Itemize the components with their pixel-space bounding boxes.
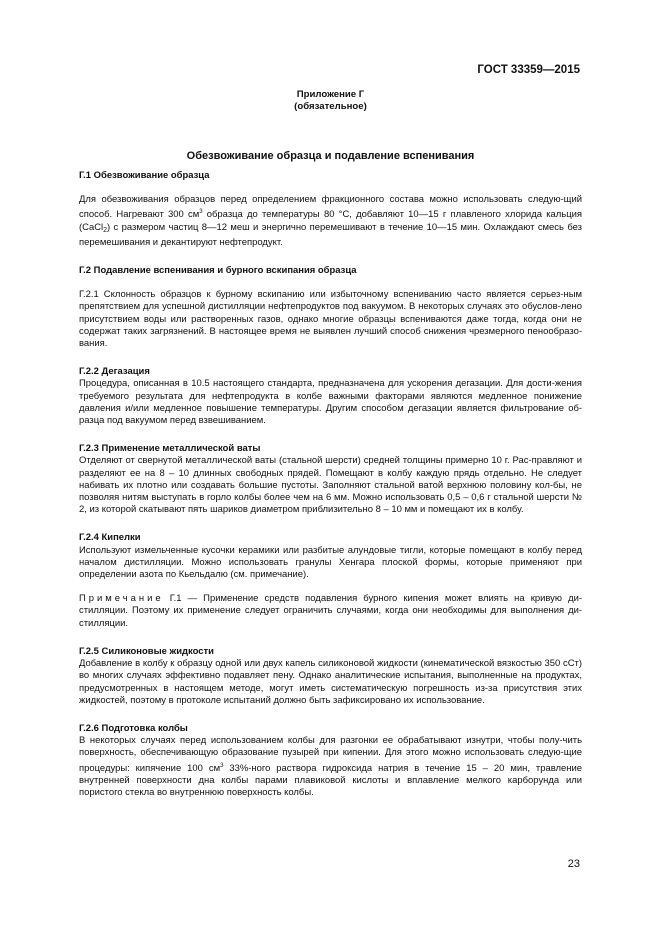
- section-heading-g25: Г.2.5 Силиконовые жидкости: [79, 645, 214, 657]
- document-standard-number: ГОСТ 33359—2015: [477, 64, 580, 76]
- paragraph-g24: Используют измельченные кусочки керамики или разбитые алундовые тигли, которые помещают в колбу перед началом дистилляции. Можно использовать гранулы Хенгара плоской формы, которые применяют при определении азота по Кьельдалю (см. примечание).: [79, 544, 582, 581]
- paragraph-g25: Добавление в колбу к образцу одной или двух капель силиконовой жидкости (кинематической вязкостью 350 сСт) во многих случаях эффективно подавляет пену. Однако аналитические испытания, выполненные на продуктах, предусмотренных в настоящем методе, могут иметь систематическую погрешность из-за присутствия этих жидкостей, поэтому в протоколе испытаний должно быть зафиксировано их использование.: [79, 658, 582, 706]
- paragraph-g2-1: Г.2.1 Склонность образцов к бурному вскипанию или избыточному вспениванию часто является серьез-ным препятствием для успешной дистилляции нефтепродуктов под вакуумом. В некоторых случаях это обуслов-лено присутствием воды или растворенных газов, однако многие образцы вспениваются даже тогда, когда они не содержат таких загрязнений. В настоящее время не выявлен лучший способ снижения чрезмерного пенообразо-вания.: [79, 289, 582, 350]
- section-heading-g2: Г.2 Подавление вспенивания и бурного вскипания образца: [79, 265, 357, 277]
- main-title: Обезвоживание образца и подавление вспенивания: [186, 150, 475, 162]
- section-heading-g22: Г.2.2 Дегазация: [79, 366, 150, 378]
- note-text: Г.1 — Применение средств подавления бурного кипения может влиять на кривую ди-стилляции. Поэтому их применение следует ограничить случаями, когда они необходимы для выполнения ди-стилляции.: [79, 593, 582, 629]
- section-heading-g23: Г.2.3 Применение металлической ваты: [79, 443, 261, 455]
- paragraph-g23: Отделяют от свернутой металлической ваты (стальной шерсти) средней толщины примерно 10 г. Рас-правляют и разделяют ее на 8 – 10 длинных свободных прядей. Помещают в колбу каждую прядь отдельно. Не следует набивать их плотно или создавать большие пустоты. Заполняют стальной ватой верхнюю половину кол-бы, не позволяя нитям выступать в горло колбы более чем на 6 мм. Можно использовать 0,5 – 0,6 г стальной шерсти № 2, из которой скатывают пять шариков диаметром приблизительно 8 – 10 мм и помещают их в колбу.: [79, 455, 582, 516]
- paragraph-g26: В некоторых случаях перед использованием колбы для разгонки ее обрабатывают изнутри, чтобы полу-чить поверхность, обеспечивающую образование пузырей при кипении. Для этого можно использовать следую-щие процедуры: кипячение 100 $см^3$ 33%-ного раствора гидроксида натрия в течение 15 – 20 мин, травление внутренней поверхности дна колбы парами плавиковой кислоты и вплавление мелкого карборунда или пористого стекла во внутреннюю поверхность колбы.: [79, 735, 582, 798]
- section-heading-g1: Г.1 Обезвоживание образца: [79, 170, 210, 181]
- note-label: Примечание: [79, 593, 164, 605]
- page-number: 23: [567, 858, 580, 870]
- section-heading-g24: Г.2.4 Кипелки: [79, 532, 141, 544]
- section-heading-g26: Г.2.6 Подготовка колбы: [79, 722, 188, 734]
- paragraph-g22: Процедура, описанная в 10.5 настоящего стандарта, предназначена для ускорения дегазации. Для дости-жения требуемого результата для нефтепродукта в колбе важными факторами являются медленное понижение давления и/или медленное повышение температуры. Другим способом дегазации является фильтрование об-разца под вакуумом перед взвешиванием.: [79, 378, 582, 427]
- paragraph-g1: Для обезвоживания образцов перед определением фракционного состава можно использовать следую-щий способ. Нагревают 300 $см^3$ образца до температуры 80 °С, добавляют 10—15 г плавленого хлорида кальция (CaCl$_2$) с размером частиц 8—12 меш и энергично перемешивают в течение 10—15 мин. Охлаждают смесь без перемешивания и декантируют нефтепродукт.: [79, 194, 582, 248]
- appendix-heading: [0, 89, 661, 113]
- note-g1: [79, 593, 582, 630]
- appendix-title: Приложение Г: [296, 89, 365, 100]
- appendix-status: (обязательное): [294, 101, 367, 112]
- document-body: [79, 170, 582, 799]
